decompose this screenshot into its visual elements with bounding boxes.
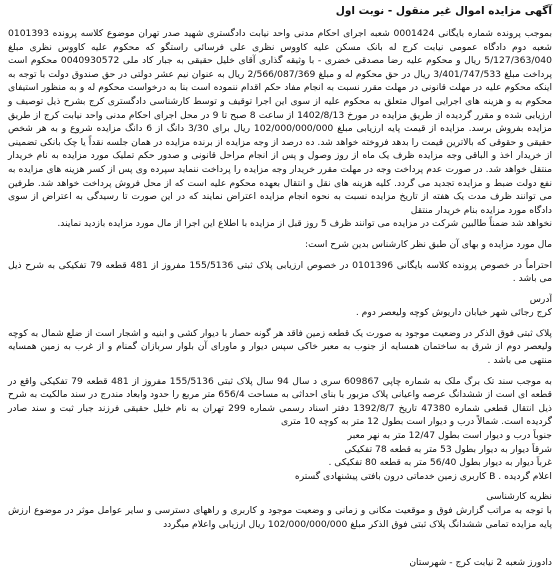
bound-west: غرباً دیوار به دیوار بطول 56/40 متر به قطعه 80 تفکیکی . [328, 457, 552, 469]
notice-title: آگهی مزایده اموال غیر منقول - نوبت اول [335, 5, 552, 17]
bound-south: جنوباً درب و دیوار است بطول 12/47 متر به نهر معبر [347, 430, 552, 442]
address-text: کرج رجائی شهر خیابان داریوش کوچه ولیعصر دوم . [355, 307, 552, 319]
intro-paragraph: بموجب پرونده شماره بایگانی 0001424 شعبه اجرای احکام مدنی واحد نیابت دادگستری شهید صدر تهران موضوع کلاسه پرونده 0101393 شعبه دوم دادگاه عمومی نیابت کرج له بانک مسکن علیه کاووس نظری علی فرسائی راستگو که محکوم علیه کاووس نظری مبلغ 5/127/363/040 ریال و محکوم علیه رضا مصدقی خضری - با وثیقه گذاری آقای خلیل حقیقی به جبار کاد ملی 0040930572 محکوم است پرداخت مبلغ 3/401/747/533 ریال در حق محکوم له و مبلغ 2/566/087/369 ریال به عنوان نیم عشر دولتی در حق صندوق دولت با توجه به اینکه محکوم علیه در مهلت قانونی در مهلت مقرر نسبت به انجام مفاد حکم اقدام ننموده است بنا به درخواست محکوم له و به منظور استیفای محکوم به و هزینه های اجرایی اموال متعلق به محکوم علیه از سوی این اجرا توقیف و توسط کارشناسی دادگستری کرج بشرح ذیل توصیف و ارزیابی شده و مقرر گردیده از طریق مزایده در مورخ 1402/8/13 از ساعت 8 صبح تا 9 در محل اجرای احکام مدنی واحد نیابت کرج از طریق مزایده بفروش برسد. مزایده از قیمت پایه ارزیابی مبلغ 102/000/000/000 ریال برای 3/30 دانگ از 6 دانگ مزایده شروع و به هر شخص حقیقی و حقوقی که بالاترین قیمت را بدهد فروخته خواهد شد. ده درصد از وجه مزایده از برنده مزایده در همان جلسه نقداً یا چک بانکی تضمینی از خریدار اخذ و الباقی وجه مزایده ظرف یک ماه از روز وصول و پس از انجام مراحل قانونی و صدور حکم تملیک مورد مزایده به نام خریدار منتقل خواهد شد. در صورت عدم پرداخت وجه در مهلت مقرر خریدار وجه مزایده را پرداخت ننماید سپرده وی پس از کسر هزینه های مزایده به نفع دولت ضبط و مزایده تجدید می گردد. کلیه هزینه های نقل و انتقال بعهده محکوم علیه است که از محل فروش پرداخت خواهد شد. طرفین می توانند ظرف مدت یک هفته از تاریخ مزایده نسبت به نحوه انجام مزایده اعتراض نمایند که در این صورت تا رسیدگی به اعتراض از سوی دادگاه مورد مزایده بنام خریدار منتقل [8, 28, 552, 216]
footer-signature: دادورز شعبه 2 نیابت کرج - شهرستان [409, 557, 552, 569]
address-label: آدرس [529, 293, 552, 305]
bound-east: شرقاً دیوار به دیوار بطول 53 متر به قطعه 78 تفکیکی [344, 443, 552, 455]
usage-line: اعلام گردیده . B کاربری زمین خدماتی درون بافتی پیشنهادی گستره [294, 470, 552, 482]
respect-paragraph: احتراماً در خصوص پرونده کلاسه بایگانی 0101396 در خصوص ارزیابی پلاک ثبتی 155/5136 مفروز از 481 قطعه 79 تفکیکی به شرح ذیل می باشد . [8, 259, 552, 285]
subject-line: مال مورد مزایده و بهای آن طبق نظر کارشناس بدین شرح است: [305, 238, 552, 250]
opinion-paragraph: با توجه به مراتب گزارش فوق و موقعیت مکانی و زمانی و وضعیت موجود و کاربری و راههای دسترسی و سایر عوامل موثر در موضوع ارزش پایه مزایده تمامی ششدانگ پلاک ثبتی فوق الذکر مبلغ 102/000/000/000 ریال ارزیابی واعلام میگردد [8, 505, 552, 530]
opinion-label: نظریه کارشناسی [486, 491, 552, 503]
deed-paragraph: به موجب سند تک برگ ملک به شماره چاپی 609867 سری د سال 94 سال پلاک ثبتی 155/5136 مفروز از 481 قطعه 79 تفکیکی واقع در قطعه ای است از ششدانگ عرصه واعیانی پلاک مزبور با بنای احداثی به مساحت 656/4 متر مربع را حدود وابعاد مندرج در سند مالکیت به شرح ذیل انتقال قطعی شماره 47380 تاریخ 1392/8/7 دفتر اسناد رسمی شماره 299 تهران به نام خلیل حقیقی فرزند جبار ثبت و سند صادر گردیده است. شمالاً درب و دیوار است بطول 12 متر به کوچه 10 متری [8, 375, 552, 428]
intro-tail: نخواهد شد ضمناً طالبین شرکت در مزایده می توانند ظرف 5 روز قبل از مزایده با اطلاع این اجرا از مال مورد مزایده بازدید نمایند. [57, 218, 552, 230]
property-description: پلاک ثبتی فوق الذکر در وضعیت موجود به صورت یک قطعه زمین فاقد هر گونه حصار با دیوار کشی و ابنیه و اشجار است از ضلع شمال به کوچه ولیعصر دوم از شرق به ساختمان همسایه از جنوب به معبر خاکی سپس دیوار و ماورای آن بلوار سربازان گمنام و از غرب به زمین همسایه منتهی می باشد . [8, 327, 552, 367]
